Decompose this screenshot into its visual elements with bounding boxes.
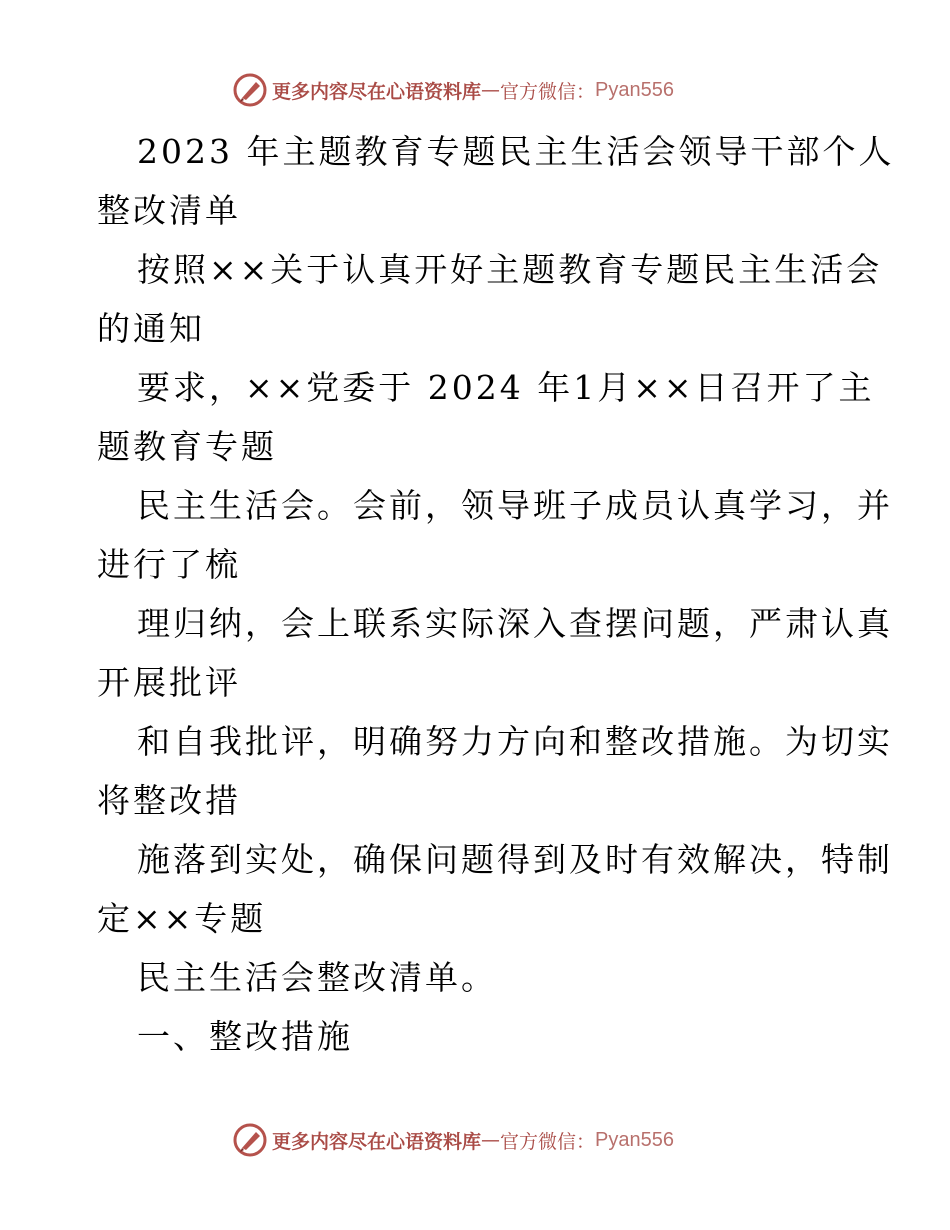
document-body — [97, 122, 895, 1066]
paragraph-line: 施落到实处，确保问题得到及时有效解决，特制 — [137, 840, 893, 879]
title-line-2: 整改清单 — [97, 191, 241, 230]
title-line-1: 2023 年主题教育专题民主生活会领导干部个人 — [137, 132, 895, 171]
watermark-separator: — — [481, 79, 501, 101]
watermark-main-text: 更多内容尽在心语资料库 — [272, 80, 482, 103]
paragraph-line: 进行了梳 — [97, 545, 241, 584]
paragraph-line: 开展批评 — [97, 663, 241, 702]
watermark-tail-text: 官方微信： — [500, 80, 596, 103]
paragraph-line: 理归纳，会上联系实际深入查摆问题，严肃认真 — [137, 604, 893, 643]
paragraph-line: 和自我批评，明确努力方向和整改措施。为切实 — [137, 722, 893, 761]
paragraph-line: 民主生活会。会前，领导班子成员认真学习，并 — [137, 486, 893, 525]
paragraph-line: 要求，××党委于 2024 年1月××日召开了主 — [137, 368, 875, 407]
paragraph-line: 将整改措 — [97, 781, 241, 820]
paragraph-line: 民主生活会整改清单。 — [137, 958, 497, 997]
watermark-tail-text: 官方微信： — [500, 1130, 596, 1153]
header-watermark — [232, 72, 674, 108]
watermark-wechat-id: Pyan556 — [595, 1128, 674, 1151]
pen-logo-icon — [232, 1122, 268, 1158]
watermark-wechat-id: Pyan556 — [595, 78, 674, 101]
paragraph-line: 的通知 — [97, 309, 205, 348]
footer-watermark — [232, 1122, 674, 1158]
pen-logo-icon — [232, 72, 268, 108]
paragraph-line: 题教育专题 — [97, 427, 277, 466]
watermark-separator: — — [481, 1129, 501, 1151]
paragraph-line: 按照××关于认真开好主题教育专题民主生活会 — [137, 250, 883, 289]
paragraph-line: 定××专题 — [97, 899, 267, 938]
section-heading: 一、整改措施 — [137, 1017, 353, 1056]
watermark-main-text: 更多内容尽在心语资料库 — [272, 1130, 482, 1153]
